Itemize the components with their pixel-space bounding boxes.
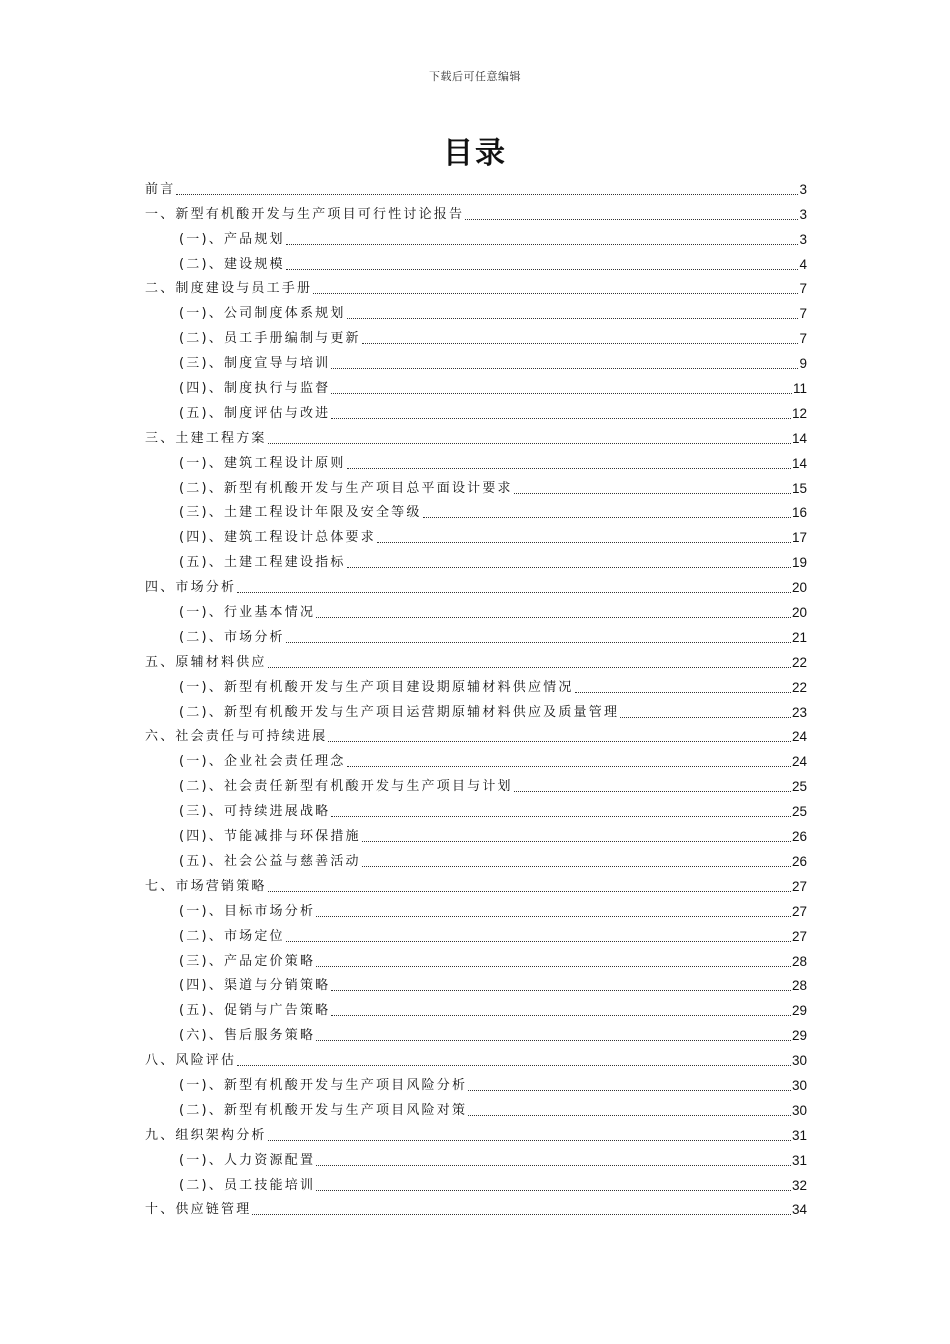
toc-dot-leader [514,493,791,494]
toc-page-number: 21 [791,629,807,645]
toc-page-number: 28 [791,978,807,994]
toc-page-number: 30 [791,1102,807,1118]
toc-dot-leader [316,966,791,967]
toc-dot-leader [347,766,791,767]
toc-entry-text: 四、市场分析 [145,580,237,596]
toc-dot-leader [268,891,791,892]
toc-page-number: 28 [791,953,807,969]
toc-entry-text: (一)、目标市场分析 [179,903,316,919]
toc-page-number: 20 [791,580,807,596]
toc-entry-text: (二)、市场分析 [179,629,285,645]
toc-entry-text: (四)、节能减排与环保措施 [179,829,361,845]
toc-dot-leader [286,642,791,643]
toc-entry-text: (一)、新型有机酸开发与生产项目建设期原辅材料供应情况 [179,679,574,695]
toc-chapter-entry[interactable] [145,275,807,300]
toc-dot-leader [328,741,791,742]
toc-dot-leader [347,318,799,319]
toc-dot-leader [313,293,798,294]
toc-entry-text: 七、市场营销策略 [145,878,267,894]
toc-page-number: 34 [791,1202,807,1218]
toc-dot-leader [362,866,791,867]
toc-title: 目录 [443,136,507,171]
toc-entry-text: (三)、制度宣导与培训 [179,356,331,372]
toc-entry-text: 前言 [145,181,176,197]
toc-entry-text: 五、原辅材料供应 [145,654,267,670]
toc-page-number: 3 [799,231,807,247]
toc-page-number: 26 [791,853,807,869]
toc-section-entry[interactable] [145,474,807,499]
toc-section-entry[interactable] [145,996,807,1021]
toc-dot-leader [316,617,791,618]
toc-section-entry[interactable] [145,523,807,548]
toc-page-number: 29 [791,1003,807,1019]
toc-entry-text: (二)、新型有机酸开发与生产项目运营期原辅材料供应及质量管理 [179,704,620,720]
toc-entry-text: 三、土建工程方案 [145,430,267,446]
toc-page-number: 15 [791,480,807,496]
toc-dot-leader [331,1015,791,1016]
toc-dot-leader [347,567,791,568]
toc-page-number: 3 [799,206,807,222]
toc-entry-text: (一)、建筑工程设计原则 [179,455,346,471]
toc-entry-text: (三)、产品定价策略 [179,953,316,969]
toc-page-number: 27 [791,903,807,919]
toc-entry-text: (二)、市场定位 [179,928,285,944]
toc-section-entry[interactable] [145,349,807,374]
toc-dot-leader [237,1065,791,1066]
toc-section-entry[interactable] [145,947,807,972]
toc-section-entry[interactable] [145,897,807,922]
toc-entry-text: (四)、建筑工程设计总体要求 [179,530,376,546]
toc-dot-leader [286,244,799,245]
toc-page-number: 3 [799,181,807,197]
toc-page-number: 9 [799,356,807,372]
toc-entry-text: (一)、新型有机酸开发与生产项目风险分析 [179,1077,468,1093]
toc-chapter-entry[interactable] [145,1046,807,1071]
toc-section-entry[interactable] [145,299,807,324]
toc-section-entry[interactable] [145,548,807,573]
toc-dot-leader [331,816,791,817]
toc-section-entry[interactable] [145,747,807,772]
toc-dot-leader [575,692,791,693]
toc-entry-text: (一)、行业基本情况 [179,605,316,621]
toc-section-entry[interactable] [145,399,807,424]
toc-dot-leader [620,717,791,718]
toc-chapter-entry[interactable] [145,424,807,449]
toc-page-number: 7 [799,306,807,322]
toc-section-entry[interactable] [145,374,807,399]
page-header-note: 下载后可任意编辑 [429,70,521,83]
toc-page-number: 30 [791,1077,807,1093]
toc-chapter-entry[interactable] [145,1196,807,1221]
toc-page-number: 7 [799,281,807,297]
toc-dot-leader [362,841,791,842]
toc-page-number: 31 [791,1127,807,1143]
toc-entry-text: 八、风险评估 [145,1053,237,1069]
toc-dot-leader [465,219,798,220]
toc-dot-leader [468,1115,791,1116]
toc-dot-leader [331,368,798,369]
toc-section-entry[interactable] [145,499,807,524]
toc-page-number: 14 [791,455,807,471]
toc-section-entry[interactable] [145,822,807,847]
toc-page-number: 32 [791,1177,807,1193]
toc-dot-leader [316,916,791,917]
toc-chapter-entry[interactable] [145,648,807,673]
toc-entry-text: (二)、建设规模 [179,256,285,272]
toc-page-number: 29 [791,1028,807,1044]
toc-dot-leader [377,542,791,543]
toc-section-entry[interactable] [145,324,807,349]
toc-section-entry[interactable] [145,847,807,872]
toc-dot-leader [362,343,799,344]
toc-entry-text: (四)、渠道与分销策略 [179,978,331,994]
toc-dot-leader [331,418,791,419]
toc-entry-text: (五)、制度评估与改进 [179,405,331,421]
toc-section-entry[interactable] [145,1071,807,1096]
toc-dot-leader [237,592,791,593]
toc-page-number: 14 [791,430,807,446]
table-of-contents [145,175,807,1220]
toc-entry-text: (一)、人力资源配置 [179,1152,316,1168]
toc-page-number: 31 [791,1152,807,1168]
toc-page-number: 7 [799,331,807,347]
toc-page-number: 27 [791,878,807,894]
toc-entry-text: (二)、新型有机酸开发与生产项目风险对策 [179,1102,468,1118]
toc-dot-leader [468,1090,791,1091]
toc-section-entry[interactable] [145,250,807,275]
toc-dot-leader [331,393,792,394]
toc-section-entry[interactable] [145,698,807,723]
toc-section-entry[interactable] [145,1096,807,1121]
toc-page-number: 25 [791,804,807,820]
toc-dot-leader [423,517,791,518]
toc-entry-text: (五)、促销与广告策略 [179,1003,331,1019]
toc-page-number: 26 [791,829,807,845]
toc-entry-text: (三)、土建工程设计年限及安全等级 [179,505,422,521]
toc-section-entry[interactable] [145,225,807,250]
toc-page-number: 19 [791,555,807,571]
toc-page-number: 11 [792,381,807,397]
toc-entry-text: (二)、社会责任新型有机酸开发与生产项目与计划 [179,779,513,795]
toc-page-number: 20 [791,605,807,621]
toc-entry-text: (四)、制度执行与监督 [179,381,331,397]
toc-entry-text: 一、新型有机酸开发与生产项目可行性讨论报告 [145,206,465,222]
toc-section-entry[interactable] [145,623,807,648]
toc-entry-text: (一)、企业社会责任理念 [179,754,346,770]
toc-section-entry[interactable] [145,772,807,797]
toc-entry-text: (二)、员工手册编制与更新 [179,331,361,347]
toc-dot-leader [286,941,791,942]
toc-dot-leader [286,269,799,270]
toc-section-entry[interactable] [145,598,807,623]
toc-dot-leader [176,194,798,195]
toc-page-number: 24 [791,729,807,745]
toc-page-number: 22 [791,679,807,695]
toc-chapter-entry[interactable] [145,723,807,748]
toc-dot-leader [514,791,791,792]
toc-page-number: 24 [791,754,807,770]
toc-dot-leader [331,990,791,991]
toc-section-entry[interactable] [145,1146,807,1171]
toc-dot-leader [316,1190,791,1191]
toc-page-number: 30 [791,1053,807,1069]
toc-section-entry[interactable] [145,1021,807,1046]
toc-section-entry[interactable] [145,449,807,474]
toc-entry-text: 六、社会责任与可持续进展 [145,729,328,745]
toc-dot-leader [268,667,791,668]
toc-entry-text: (一)、公司制度体系规划 [179,306,346,322]
toc-page-number: 27 [791,928,807,944]
toc-entry-text: (二)、员工技能培训 [179,1177,316,1193]
toc-entry-text: (五)、社会公益与慈善活动 [179,853,361,869]
toc-chapter-entry[interactable] [145,175,807,200]
toc-entry-text: (六)、售后服务策略 [179,1028,316,1044]
toc-page-number: 12 [791,405,807,421]
toc-entry-text: 二、制度建设与员工手册 [145,281,313,297]
toc-entry-text: 十、供应链管理 [145,1202,252,1218]
toc-entry-text: (五)、土建工程建设指标 [179,555,346,571]
toc-dot-leader [268,1140,791,1141]
toc-section-entry[interactable] [145,1171,807,1196]
toc-dot-leader [252,1214,791,1215]
toc-entry-text: 九、组织架构分析 [145,1127,267,1143]
toc-dot-leader [268,443,791,444]
toc-dot-leader [316,1040,791,1041]
toc-section-entry[interactable] [145,797,807,822]
toc-page-number: 17 [791,530,807,546]
toc-chapter-entry[interactable] [145,1121,807,1146]
toc-chapter-entry[interactable] [145,573,807,598]
toc-page-number: 25 [791,779,807,795]
toc-page-number: 16 [791,505,807,521]
toc-chapter-entry[interactable] [145,200,807,225]
toc-page-number: 22 [791,654,807,670]
toc-page-number: 4 [799,256,807,272]
toc-entry-text: (三)、可持续进展战略 [179,804,331,820]
toc-entry-text: (一)、产品规划 [179,231,285,247]
toc-dot-leader [316,1165,791,1166]
toc-section-entry[interactable] [145,673,807,698]
toc-chapter-entry[interactable] [145,872,807,897]
toc-entry-text: (二)、新型有机酸开发与生产项目总平面设计要求 [179,480,513,496]
toc-section-entry[interactable] [145,972,807,997]
toc-section-entry[interactable] [145,922,807,947]
toc-dot-leader [347,468,791,469]
toc-page-number: 23 [791,704,807,720]
